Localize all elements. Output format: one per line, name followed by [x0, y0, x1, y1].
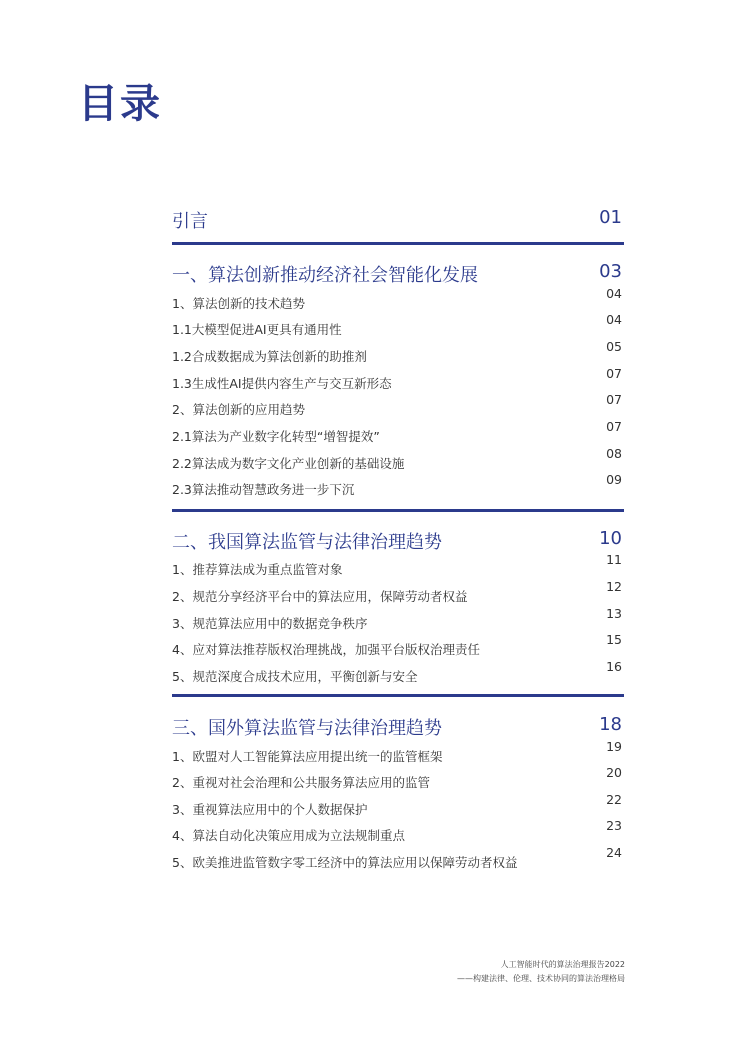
toc-item-page: 07	[606, 392, 622, 407]
footer-report-title: 人工智能时代的算法治理报告2022	[500, 960, 625, 969]
toc-item-label: 2、算法创新的应用趋势	[172, 402, 305, 417]
toc-item-label: 1.3生成性AI提供内容生产与交互新形态	[172, 376, 392, 391]
toc-item[interactable]	[172, 286, 624, 312]
toc-item[interactable]	[172, 765, 624, 791]
page-title: 目录	[78, 81, 162, 127]
toc-item[interactable]	[172, 392, 624, 418]
toc-item[interactable]	[172, 472, 624, 498]
divider-rule	[172, 242, 624, 245]
toc-item-label: 4、应对算法推荐版权治理挑战，加强平台版权治理责任	[172, 642, 480, 657]
toc-item-page: 04	[606, 312, 622, 327]
toc-item-label: 1.1大模型促进AI更具有通用性	[172, 322, 342, 337]
toc-item[interactable]	[172, 552, 624, 578]
toc-item[interactable]	[172, 792, 624, 818]
toc-item-label: 3、重视算法应用中的个人数据保护	[172, 802, 368, 817]
toc-section-2[interactable]	[172, 528, 624, 552]
toc-item-page: 07	[606, 366, 622, 381]
toc-item-page: 08	[606, 446, 622, 461]
footer-report-subtitle: ——构建法律、伦理、技术协同的算法治理格局	[457, 974, 625, 983]
toc-item-page: 07	[606, 419, 622, 434]
toc-item-page: 09	[606, 472, 622, 487]
toc-section-label: 二、我国算法监管与法律治理趋势	[172, 532, 442, 553]
toc-item-label: 5、欧美推进监管数字零工经济中的算法应用以保障劳动者权益	[172, 855, 518, 870]
toc-item[interactable]	[172, 419, 624, 445]
toc-item[interactable]	[172, 312, 624, 338]
toc-item-page: 19	[606, 739, 622, 754]
toc-section-1[interactable]	[172, 261, 624, 285]
toc-item-label: 2、重视对社会治理和公共服务算法应用的监管	[172, 775, 430, 790]
toc-section-label: 三、国外算法监管与法律治理趋势	[172, 718, 442, 739]
page-footer	[457, 958, 625, 986]
divider-rule	[172, 509, 624, 512]
toc-item-label: 1.2合成数据成为算法创新的助推剂	[172, 349, 367, 364]
toc-item[interactable]	[172, 446, 624, 472]
toc-item-label: 2.1算法为产业数字化转型“增智提效”	[172, 429, 380, 444]
toc-item[interactable]	[172, 739, 624, 765]
toc-item-label: 1、欧盟对人工智能算法应用提出统一的监管框架	[172, 749, 443, 764]
toc-item-label: 2.2算法成为数字文化产业创新的基础设施	[172, 456, 405, 471]
toc-item-label: 1、算法创新的技术趋势	[172, 296, 305, 311]
toc-item[interactable]	[172, 818, 624, 844]
toc-section-page: 18	[599, 714, 622, 735]
toc-item[interactable]	[172, 579, 624, 605]
toc-item-label: 1、推荐算法成为重点监管对象	[172, 562, 343, 577]
toc-intro-page: 01	[599, 207, 622, 228]
toc-item[interactable]	[172, 659, 624, 685]
toc-section-3[interactable]	[172, 714, 624, 738]
toc-section-page: 10	[599, 528, 622, 549]
toc-item-page: 24	[606, 845, 622, 860]
toc-item-label: 5、规范深度合成技术应用，平衡创新与安全	[172, 669, 418, 684]
toc-item-label: 4、算法自动化决策应用成为立法规制重点	[172, 828, 405, 843]
toc-item[interactable]	[172, 632, 624, 658]
toc-item-page: 22	[606, 792, 622, 807]
toc-item-page: 05	[606, 339, 622, 354]
toc-item-page: 20	[606, 765, 622, 780]
toc-item-page: 23	[606, 818, 622, 833]
toc-intro-label: 引言	[172, 211, 208, 232]
toc-item-page: 13	[606, 606, 622, 621]
toc-intro[interactable]	[172, 207, 624, 231]
toc-item-label: 2.3算法推动智慧政务进一步下沉	[172, 482, 355, 497]
toc-section-page: 03	[599, 261, 622, 282]
toc-item-label: 3、规范算法应用中的数据竞争秩序	[172, 616, 368, 631]
toc-item[interactable]	[172, 339, 624, 365]
divider-rule	[172, 694, 624, 697]
toc-item[interactable]	[172, 366, 624, 392]
toc-item-page: 04	[606, 286, 622, 301]
toc-item-page: 11	[606, 552, 622, 567]
toc-item[interactable]	[172, 845, 624, 871]
toc-item-page: 16	[606, 659, 622, 674]
toc-item-page: 15	[606, 632, 622, 647]
toc-item-label: 2、规范分享经济平台中的算法应用，保障劳动者权益	[172, 589, 468, 604]
toc-section-label: 一、算法创新推动经济社会智能化发展	[172, 265, 478, 286]
toc-item-page: 12	[606, 579, 622, 594]
toc-item[interactable]	[172, 606, 624, 632]
